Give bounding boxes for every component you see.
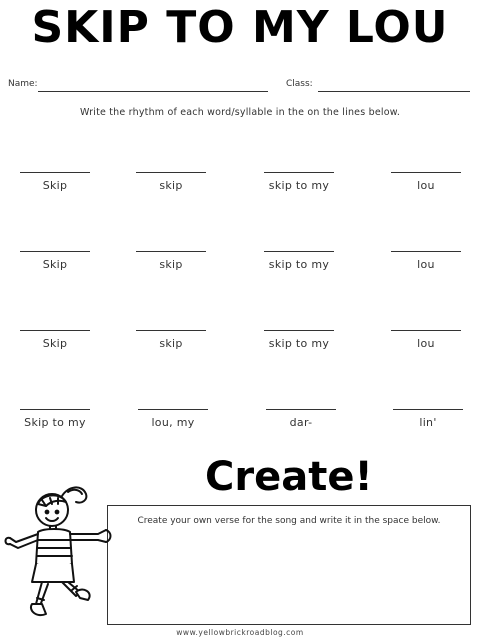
create-prompt: Create your own verse for the song and write it in the space below. [137,516,441,526]
rhythm-word: skip to my [268,258,330,271]
rhythm-line[interactable] [20,409,90,410]
rhythm-word: Skip [42,258,68,271]
rhythm-cell [116,172,226,192]
worksheet-title: SKIP TO MY LOU [31,2,449,53]
rhythm-line[interactable] [136,251,206,252]
rhythm-cell [371,172,480,192]
rhythm-cell [244,330,354,350]
rhythm-word: lou [417,179,435,192]
rhythm-cell [246,409,356,429]
rhythm-line[interactable] [391,330,461,331]
rhythm-word: skip [159,258,183,271]
instructions: Write the rhythm of each word/syllable in the on the lines below. [79,107,401,118]
rhythm-word: dar- [289,416,313,429]
rhythm-word: lou [417,337,435,350]
rhythm-line[interactable] [264,251,334,252]
rhythm-cell [373,409,480,429]
rhythm-word: lou [417,258,435,271]
rhythm-word: Skip [42,337,68,350]
rhythm-cell [0,172,110,192]
name-label: Name: [8,79,38,89]
rhythm-word: skip to my [268,179,330,192]
rhythm-word: skip [159,179,183,192]
rhythm-line[interactable] [20,172,90,173]
rhythm-line[interactable] [264,330,334,331]
rhythm-line[interactable] [136,172,206,173]
rhythm-line[interactable] [393,409,463,410]
rhythm-cell [244,172,354,192]
rhythm-line[interactable] [138,409,208,410]
rhythm-cell [116,251,226,271]
class-label: Class: [286,79,313,89]
rhythm-cell [118,409,228,429]
rhythm-word: skip [159,337,183,350]
rhythm-line[interactable] [20,330,90,331]
rhythm-line[interactable] [20,251,90,252]
rhythm-line[interactable] [264,172,334,173]
create-title: Create! [205,454,373,500]
rhythm-cell [371,251,480,271]
rhythm-cell [116,330,226,350]
footer-url[interactable]: www.yellowbrickroadblog.com [176,628,304,637]
rhythm-word: Skip [42,179,68,192]
rhythm-cell [371,330,480,350]
rhythm-line[interactable] [391,172,461,173]
rhythm-word: lin' [419,416,437,429]
rhythm-word: Skip to my [24,416,86,429]
rhythm-line[interactable] [391,251,461,252]
rhythm-line[interactable] [266,409,336,410]
create-writing-box[interactable] [107,505,471,625]
girl-illustration-icon [2,478,114,638]
rhythm-cell [0,330,110,350]
rhythm-cell [244,251,354,271]
rhythm-word: skip to my [268,337,330,350]
rhythm-cell [0,409,110,429]
rhythm-word: lou, my [151,416,195,429]
rhythm-line[interactable] [136,330,206,331]
rhythm-cell [0,251,110,271]
